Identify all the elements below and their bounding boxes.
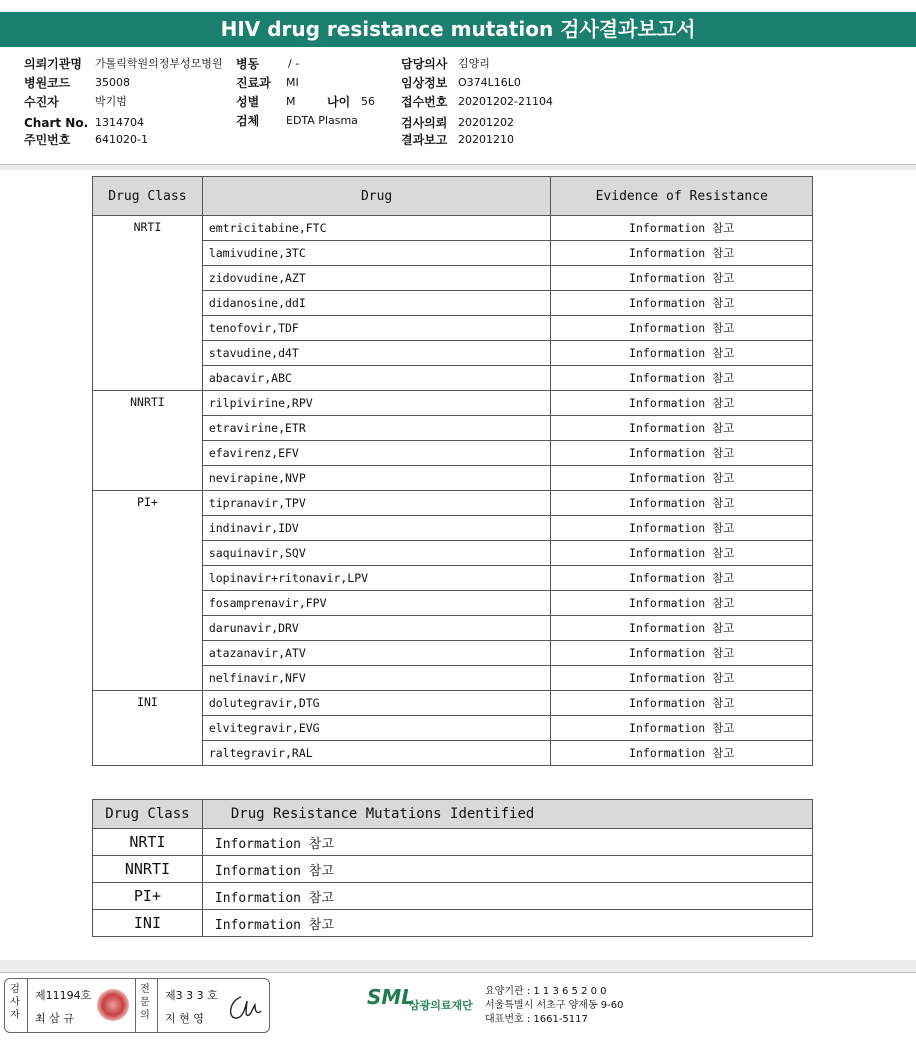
header-mutations: Drug Resistance Mutations Identified xyxy=(202,800,812,829)
evidence-cell: Information 참고 xyxy=(551,291,813,316)
drug-class-cell: INI xyxy=(93,691,203,766)
receipt-value: 20201202-21104 xyxy=(458,95,553,108)
examiner-label: 검사자 xyxy=(10,984,20,1021)
mutation-cell: Information 참고 xyxy=(202,856,812,883)
table-row xyxy=(93,829,813,856)
mutation-table-body xyxy=(93,829,813,937)
org-name: 삼광의료재단 xyxy=(409,999,473,1012)
request-label: 검사의뢰 xyxy=(401,116,448,130)
evidence-cell: Information 참고 xyxy=(551,666,813,691)
hospital-code-value: 35008 xyxy=(95,76,130,89)
table-row xyxy=(93,910,813,937)
specimen-value: EDTA Plasma xyxy=(286,114,358,127)
drug-name-cell: atazanavir,ATV xyxy=(202,641,551,666)
specialist-label: 전문의 xyxy=(140,984,150,1021)
institution-value: 가톨릭학원의정부성모병원 xyxy=(95,57,223,70)
evidence-cell: Information 참고 xyxy=(551,491,813,516)
drug-name-cell: etravirine,ETR xyxy=(202,416,551,441)
drug-name-cell: lopinavir+ritonavir,LPV xyxy=(202,566,551,591)
specimen-label: 검체 xyxy=(236,114,260,128)
addr-line-2: 서울특별시 서초구 양재동 9-60 xyxy=(485,1000,624,1011)
department-label: 진료과 xyxy=(236,76,271,90)
drug-name-cell: dolutegravir,DTG xyxy=(202,691,551,716)
drug-name-cell: saquinavir,SQV xyxy=(202,541,551,566)
drug-name-cell: zidovudine,AZT xyxy=(202,266,551,291)
evidence-cell: Information 참고 xyxy=(551,216,813,241)
table-row xyxy=(93,856,813,883)
drug-name-cell: darunavir,DRV xyxy=(202,616,551,641)
examinee-value: 박기범 xyxy=(95,95,127,108)
evidence-cell: Information 참고 xyxy=(551,391,813,416)
resistance-table-body xyxy=(93,216,813,766)
ward-value: / - xyxy=(288,57,300,70)
table-row xyxy=(93,491,813,516)
mutation-table-header xyxy=(93,800,813,829)
department-value: MI xyxy=(286,76,299,89)
drug-name-cell: tenofovir,TDF xyxy=(202,316,551,341)
table-row xyxy=(93,391,813,416)
evidence-cell: Information 참고 xyxy=(551,716,813,741)
report-footer xyxy=(0,972,916,1041)
drug-name-cell: efavirenz,EFV xyxy=(202,441,551,466)
drug-class-cell: PI+ xyxy=(93,491,203,691)
drug-name-cell: tipranavir,TPV xyxy=(202,491,551,516)
drug-name-cell: stavudine,d4T xyxy=(202,341,551,366)
report-title: HIV drug resistance mutation 검사결과보고서 xyxy=(220,17,696,41)
drug-name-cell: didanosine,ddI xyxy=(202,291,551,316)
drug-name-cell: nelfinavir,NFV xyxy=(202,666,551,691)
table-row xyxy=(93,883,813,910)
evidence-cell: Information 참고 xyxy=(551,591,813,616)
header-evidence: Evidence of Resistance xyxy=(551,177,813,216)
drug-name-cell: nevirapine,NVP xyxy=(202,466,551,491)
chart-value: 1314704 xyxy=(95,116,144,129)
evidence-cell: Information 참고 xyxy=(551,641,813,666)
drug-class-cell: NRTI xyxy=(93,829,203,856)
evidence-cell: Information 참고 xyxy=(551,566,813,591)
header-drug-class: Drug Class xyxy=(93,800,203,829)
report-body xyxy=(0,170,916,960)
evidence-cell: Information 참고 xyxy=(551,316,813,341)
evidence-cell: Information 참고 xyxy=(551,741,813,766)
examiner-seal xyxy=(97,989,129,1021)
evidence-cell: Information 참고 xyxy=(551,616,813,641)
evidence-cell: Information 참고 xyxy=(551,416,813,441)
drug-class-cell: NRTI xyxy=(93,216,203,391)
result-label: 결과보고 xyxy=(401,133,448,147)
sex-label: 성별 xyxy=(236,95,260,109)
doctor-value: 김양리 xyxy=(458,57,490,70)
resident-value: 641020-1 xyxy=(95,133,148,146)
title-bar xyxy=(0,0,916,42)
signature-box xyxy=(4,978,270,1033)
request-value: 20201202 xyxy=(458,116,514,129)
hospital-code-label: 병원코드 xyxy=(24,76,71,90)
evidence-cell: Information 참고 xyxy=(551,541,813,566)
drug-name-cell: emtricitabine,FTC xyxy=(202,216,551,241)
evidence-cell: Information 참고 xyxy=(551,241,813,266)
drug-name-cell: lamivudine,3TC xyxy=(202,241,551,266)
clinical-value: O374L16L0 xyxy=(458,76,521,89)
drug-name-cell: indinavir,IDV xyxy=(202,516,551,541)
drug-name-cell: rilpivirine,RPV xyxy=(202,391,551,416)
age-label: 나이 xyxy=(327,95,351,109)
receipt-label: 접수번호 xyxy=(401,95,448,109)
drug-name-cell: abacavir,ABC xyxy=(202,366,551,391)
addr-line-3: 대표번호 : 1661-5117 xyxy=(485,1014,588,1025)
drug-class-cell: INI xyxy=(93,910,203,937)
age-value: 56 xyxy=(361,95,375,108)
examiner-name: 최 삼 규 xyxy=(35,1012,74,1025)
mutation-cell: Information 참고 xyxy=(202,883,812,910)
resident-label: 주민번호 xyxy=(24,133,71,147)
institution-label: 의뢰기관명 xyxy=(24,57,82,71)
drug-class-cell: PI+ xyxy=(93,883,203,910)
mutation-cell: Information 참고 xyxy=(202,829,812,856)
specialist-license: 제3 3 3 호 xyxy=(165,989,218,1002)
result-value: 20201210 xyxy=(458,133,514,146)
examinee-label: 수진자 xyxy=(24,95,59,109)
header-drug: Drug xyxy=(202,177,551,216)
sex-value: M xyxy=(286,95,296,108)
drug-class-cell: NNRTI xyxy=(93,856,203,883)
drug-name-cell: fosamprenavir,FPV xyxy=(202,591,551,616)
drug-name-cell: raltegravir,RAL xyxy=(202,741,551,766)
table-row xyxy=(93,216,813,241)
doctor-label: 담당의사 xyxy=(401,57,448,71)
addr-line-1: 요양기관 : 1 1 3 6 5 2 0 0 xyxy=(485,986,607,997)
evidence-cell: Information 참고 xyxy=(551,516,813,541)
drug-class-cell: NNRTI xyxy=(93,391,203,491)
sml-logo xyxy=(367,985,473,1012)
resistance-table xyxy=(92,176,813,766)
examiner-license: 제11194호 xyxy=(35,989,92,1002)
evidence-cell: Information 참고 xyxy=(551,366,813,391)
evidence-cell: Information 참고 xyxy=(551,341,813,366)
mutation-table xyxy=(92,799,813,937)
mutation-cell: Information 참고 xyxy=(202,910,812,937)
table-row xyxy=(93,691,813,716)
evidence-cell: Information 참고 xyxy=(551,441,813,466)
evidence-cell: Information 참고 xyxy=(551,691,813,716)
specialist-name: 지 현 영 xyxy=(165,1012,204,1025)
drug-name-cell: elvitegravir,EVG xyxy=(202,716,551,741)
specialist-signature xyxy=(225,991,265,1025)
header-drug-class: Drug Class xyxy=(93,177,203,216)
evidence-cell: Information 참고 xyxy=(551,466,813,491)
org-address xyxy=(485,985,624,1027)
resistance-table-header xyxy=(93,177,813,216)
chart-label: Chart No. xyxy=(24,116,89,130)
evidence-cell: Information 참고 xyxy=(551,266,813,291)
sml-mark: SML xyxy=(367,985,415,1009)
ward-label: 병동 xyxy=(236,57,260,71)
clinical-label: 임상정보 xyxy=(401,76,448,90)
patient-info-panel xyxy=(0,47,916,165)
